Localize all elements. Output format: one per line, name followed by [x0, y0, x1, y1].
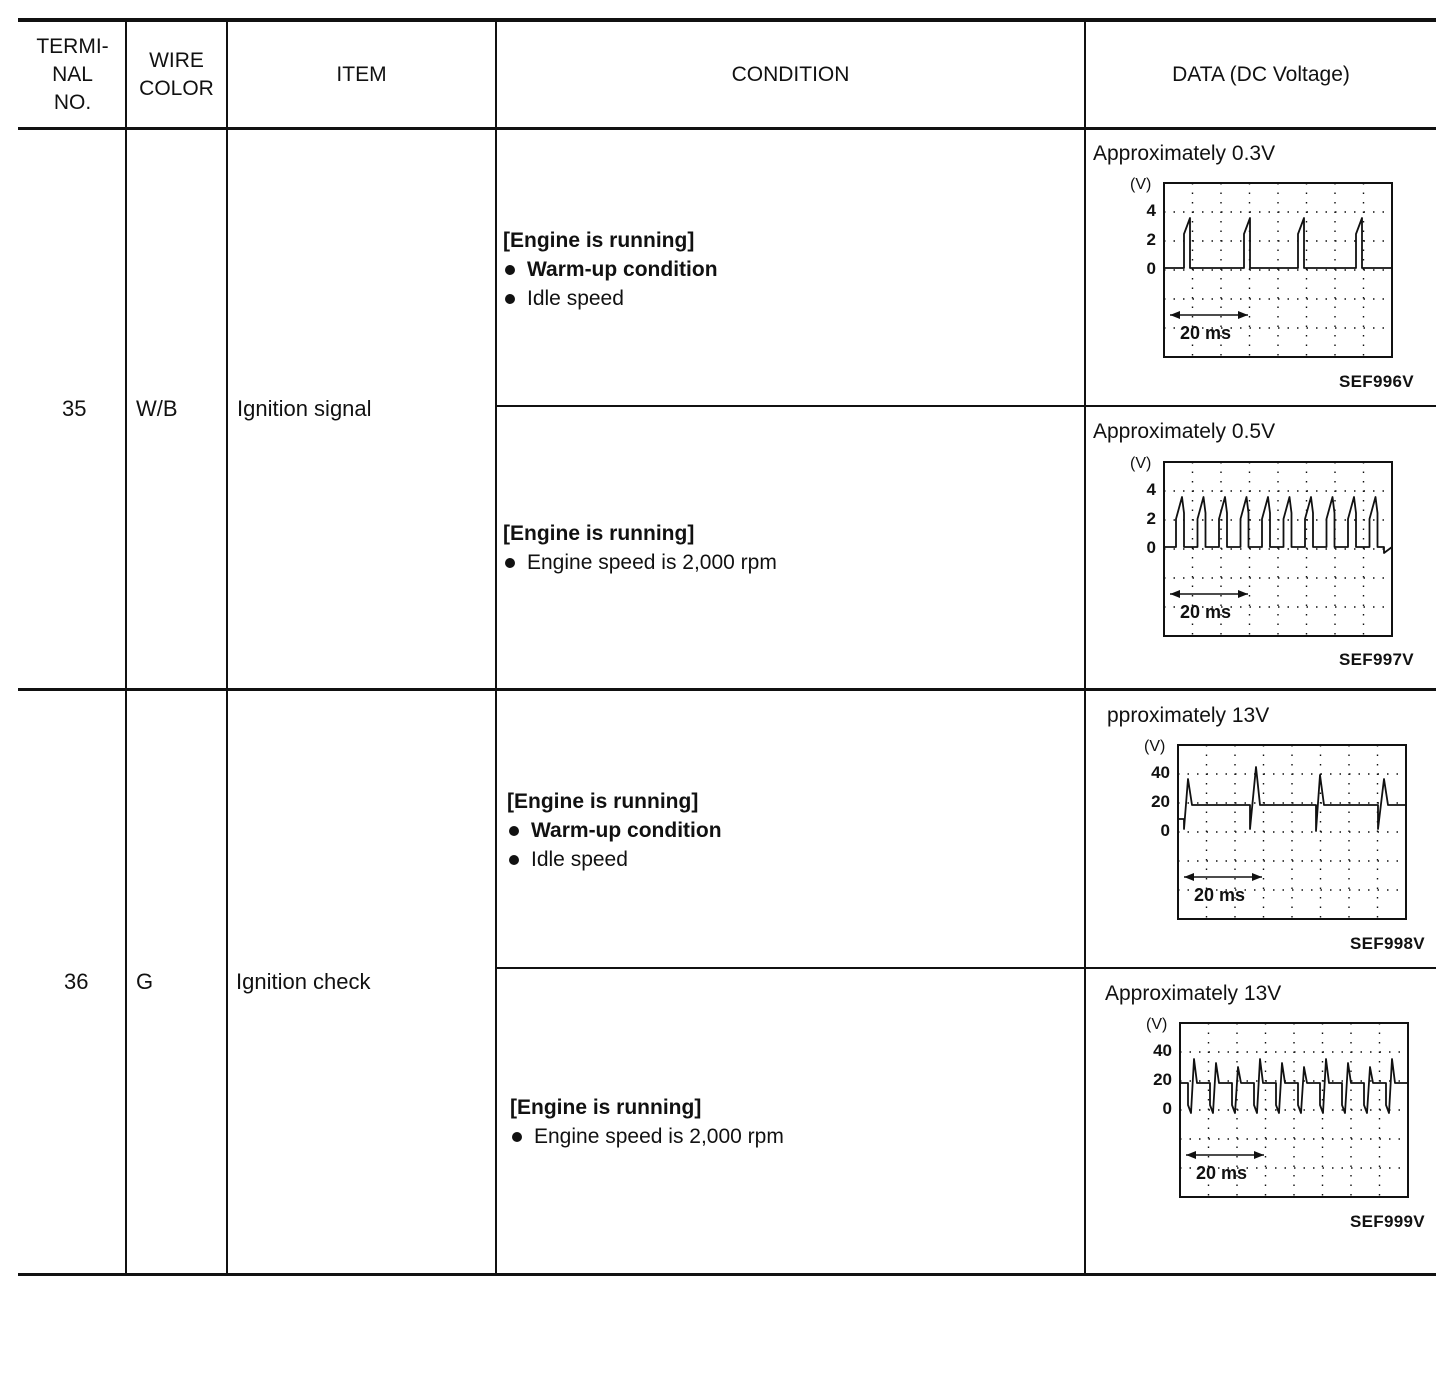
axis-unit-label: (V) [1130, 176, 1152, 193]
condition-bullet: Warm-up condition [503, 255, 718, 284]
arrow-head-icon [1238, 590, 1248, 598]
terminal-number: 36 [64, 969, 89, 994]
header-wire-color: WIRE COLOR [139, 49, 214, 100]
condition-bullet: Warm-up condition [507, 816, 722, 845]
row-35-split-rule [496, 405, 1436, 407]
condition-block [503, 226, 718, 313]
wire-color: W/B [136, 396, 178, 421]
oscilloscope-waveform [1126, 1015, 1426, 1215]
axis-tick-label: 4 [1146, 201, 1156, 220]
condition-block [503, 519, 777, 577]
header-data: DATA (DC Voltage) [1172, 63, 1350, 86]
arrow-head-icon [1186, 1151, 1196, 1159]
axis-unit-label: (V) [1130, 455, 1152, 472]
figure-code: SEF998V [1350, 934, 1425, 953]
bullet-icon [505, 265, 515, 275]
header-item: ITEM [336, 63, 387, 86]
axis-tick-label: 0 [1146, 538, 1156, 557]
bullet-icon [505, 294, 515, 304]
axis-tick-label: 0 [1160, 821, 1170, 840]
figure-code: SEF999V [1350, 1212, 1425, 1231]
oscilloscope-waveform [1124, 737, 1424, 937]
approx-voltage: pproximately 13V [1107, 704, 1270, 727]
bullet-icon [512, 1132, 522, 1142]
col-divider-2 [226, 20, 228, 1276]
timebase-label: 20 ms [1180, 323, 1232, 343]
condition-heading: [Engine is running] [510, 1096, 702, 1119]
axis-unit-label: (V) [1146, 1016, 1168, 1033]
wire-color: G [136, 969, 154, 994]
axis-tick-label: 0 [1146, 259, 1156, 278]
axis-tick-label: 20 [1153, 1070, 1172, 1089]
arrow-head-icon [1170, 590, 1180, 598]
axis-tick-label: 2 [1146, 509, 1156, 528]
condition-bullet: Engine speed is 2,000 rpm [503, 548, 777, 577]
figure-code: SEF997V [1339, 650, 1414, 669]
arrow-head-icon [1238, 311, 1248, 319]
axis-tick-label: 40 [1151, 763, 1170, 782]
condition-block [507, 787, 722, 874]
approx-voltage: Approximately 0.5V [1093, 420, 1276, 443]
col-divider-4 [1084, 20, 1086, 1276]
waveform-trace [1180, 1059, 1408, 1113]
condition-bullet: Idle speed [507, 845, 722, 874]
condition-heading: [Engine is running] [507, 790, 699, 813]
approx-voltage: Approximately 13V [1105, 982, 1282, 1005]
condition-bullet: Idle speed [503, 284, 718, 313]
axis-unit-label: (V) [1144, 738, 1166, 755]
condition-block [510, 1093, 784, 1151]
header-condition: CONDITION [731, 63, 850, 86]
arrow-head-icon [1184, 873, 1194, 881]
terminal-number: 35 [62, 396, 87, 421]
item-name: Ignition check [236, 969, 371, 994]
timebase-label: 20 ms [1196, 1163, 1248, 1183]
axis-tick-label: 2 [1146, 230, 1156, 249]
col-divider-1 [125, 20, 127, 1276]
timebase-label: 20 ms [1180, 602, 1232, 622]
figure-code: SEF996V [1339, 372, 1414, 391]
oscilloscope-waveform [1110, 454, 1410, 654]
axis-tick-label: 0 [1162, 1099, 1172, 1118]
bullet-icon [509, 826, 519, 836]
waveform-trace [1164, 497, 1392, 553]
row-36-split-rule [496, 967, 1436, 969]
arrow-head-icon [1254, 1151, 1264, 1159]
arrow-head-icon [1170, 311, 1180, 319]
condition-bullet: Engine speed is 2,000 rpm [510, 1122, 784, 1151]
item-name: Ignition signal [237, 396, 372, 421]
bullet-icon [505, 558, 515, 568]
col-divider-3 [495, 20, 497, 1276]
condition-heading: [Engine is running] [503, 522, 695, 545]
row-35-bottom-rule [18, 688, 1436, 691]
arrow-head-icon [1252, 873, 1262, 881]
axis-tick-label: 4 [1146, 480, 1156, 499]
condition-heading: [Engine is running] [503, 229, 695, 252]
header-terminal-no: TERMI- NAL NO. [36, 35, 109, 114]
axis-tick-label: 40 [1153, 1041, 1172, 1060]
axis-tick-label: 20 [1151, 792, 1170, 811]
table-bottom-rule [18, 1273, 1436, 1276]
approx-voltage: Approximately 0.3V [1093, 142, 1276, 165]
timebase-label: 20 ms [1194, 885, 1246, 905]
oscilloscope-waveform [1110, 175, 1410, 375]
bullet-icon [509, 855, 519, 865]
